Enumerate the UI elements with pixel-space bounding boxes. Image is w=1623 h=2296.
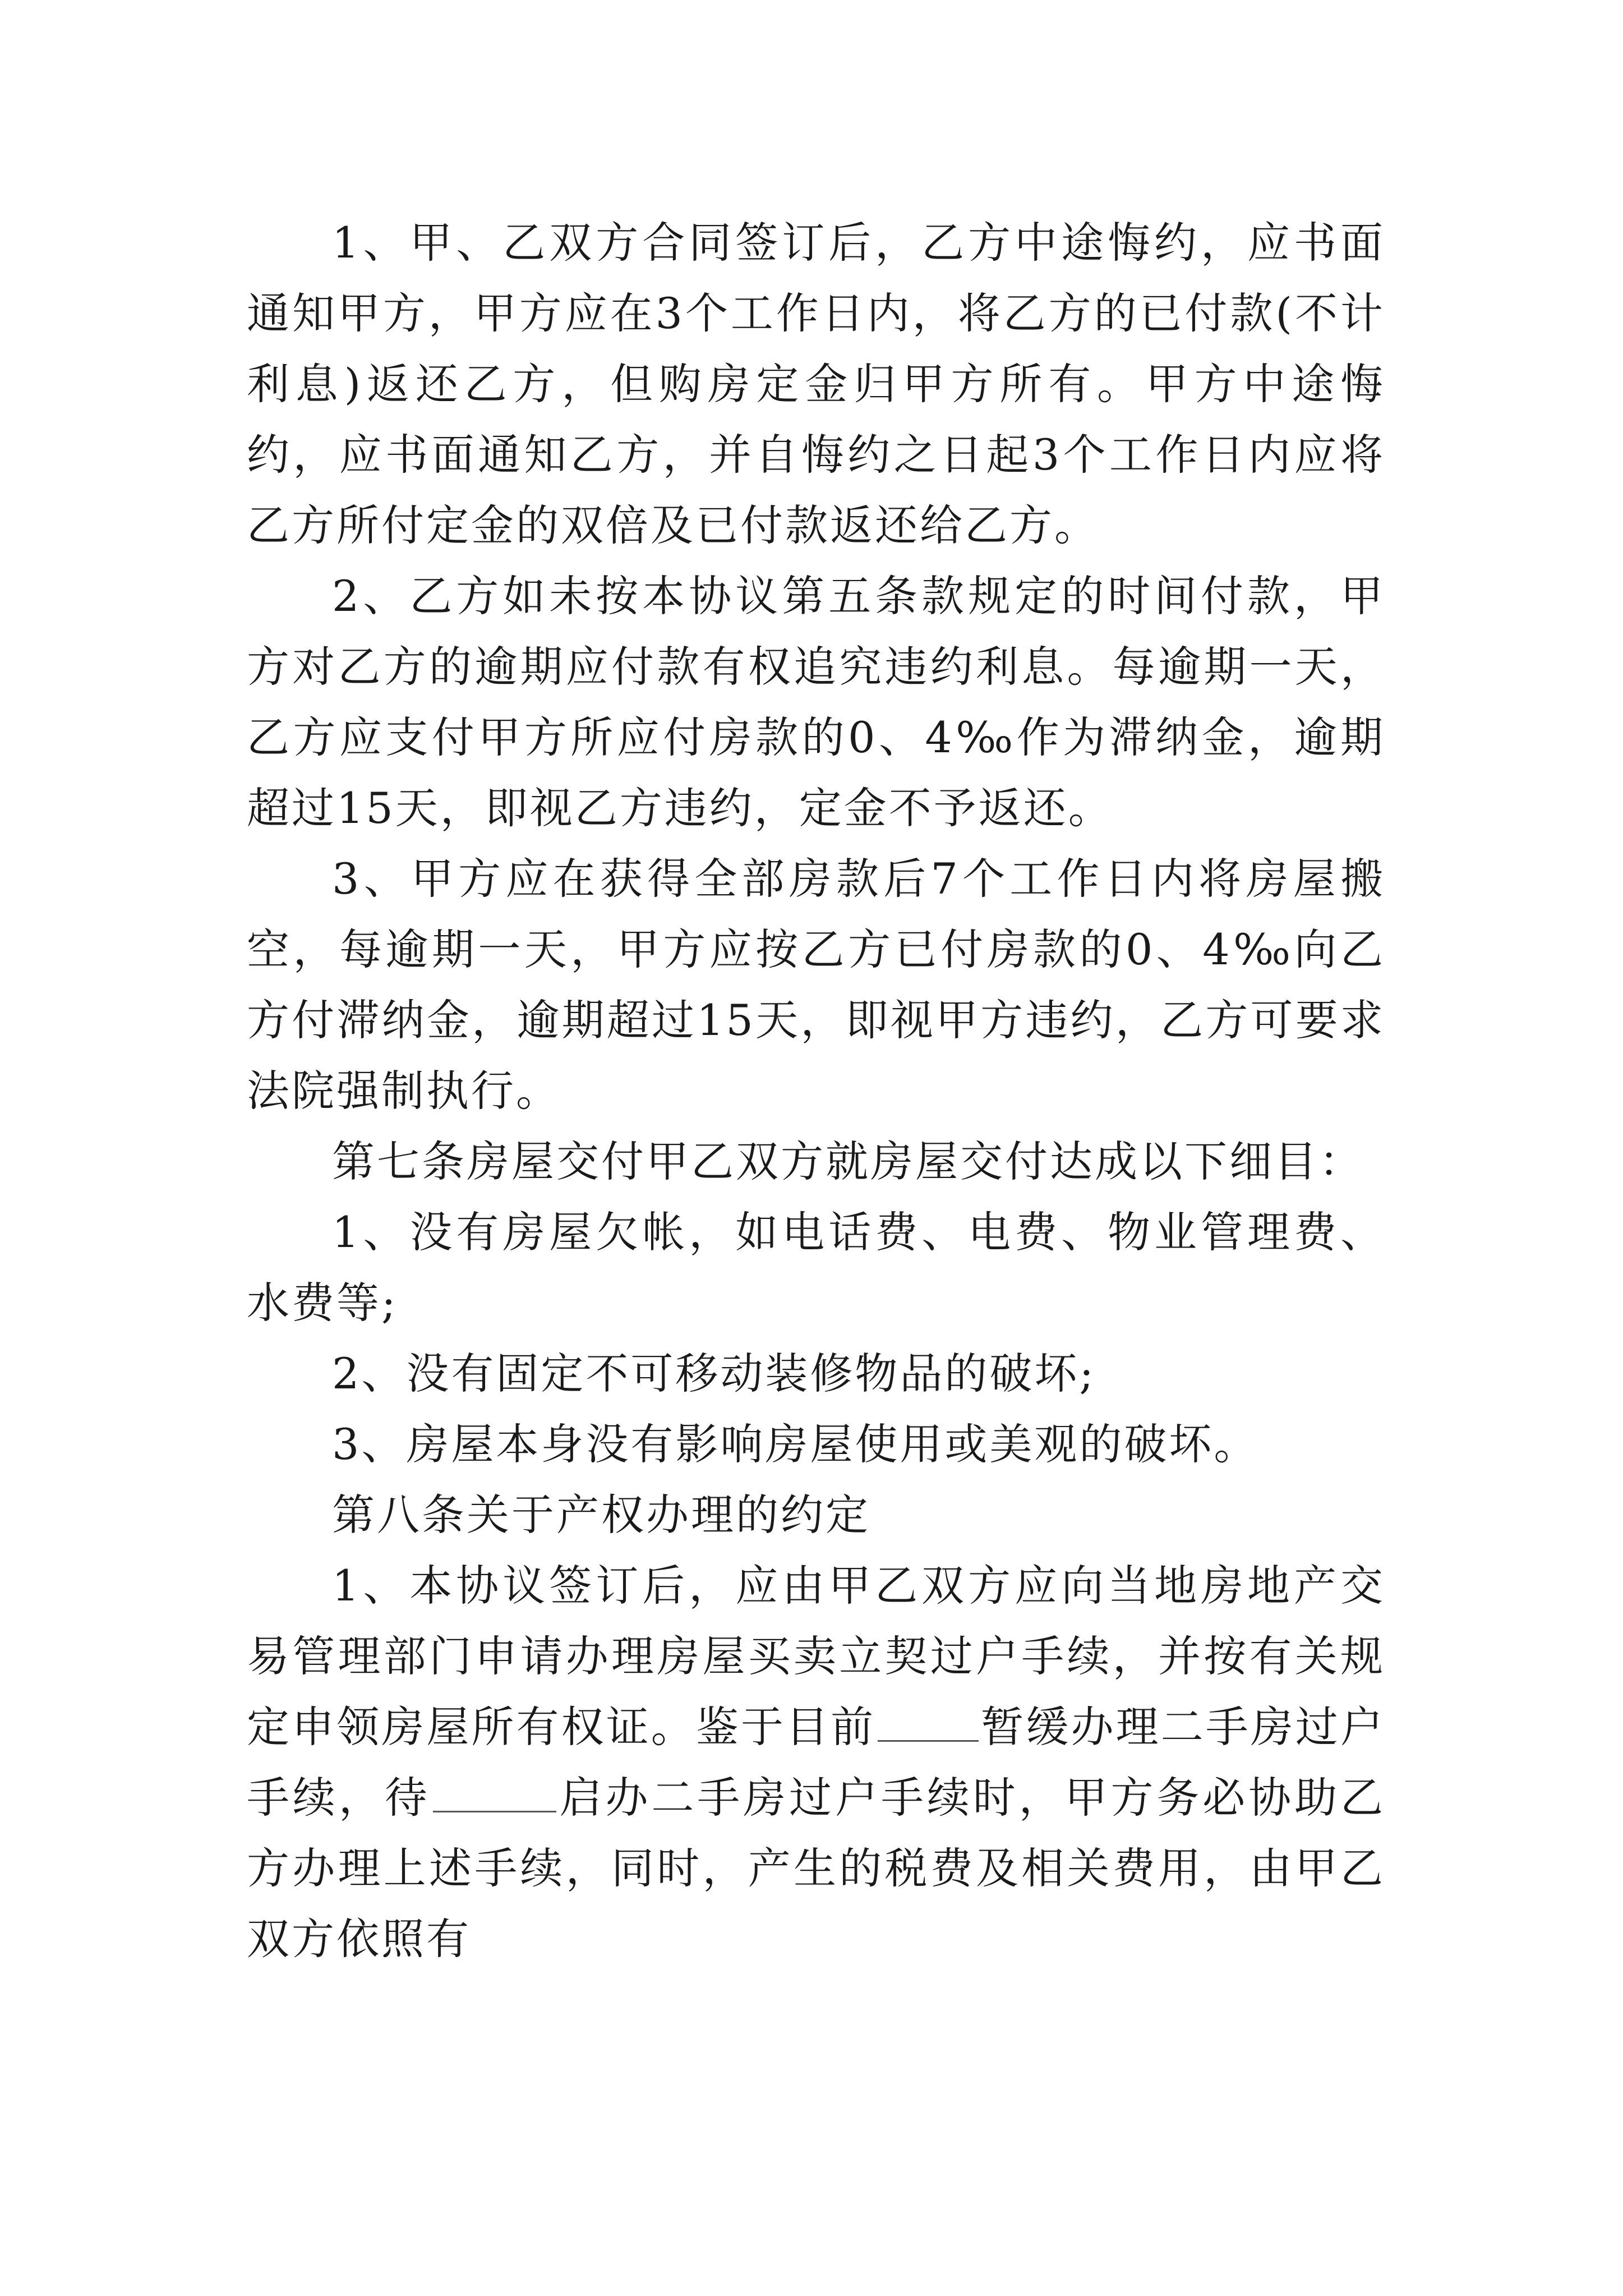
- article-eight-heading: 第八条关于产权办理的约定: [332, 1490, 870, 1540]
- blank-fill-line: [433, 1777, 556, 1812]
- title-transfer-text-part1: 1、本协议签订后，应由甲乙双方应向当地房地产交易管理部门申请办理房屋买卖立契过户手续，并按有关规定申领房屋所有权证。鉴于目前: [247, 1561, 1385, 1752]
- paragraph-no-house-damage: 3、房屋本身没有影响房屋使用或美观的破坏。: [332, 1419, 1259, 1469]
- article-seven-heading: 第七条房屋交付甲乙双方就房屋交付达成以下细目：: [332, 1137, 1364, 1186]
- paragraph-no-fixture-damage: 2、没有固定不可移动装修物品的破坏;: [332, 1349, 1096, 1398]
- blank-fill-line: [878, 1706, 979, 1742]
- paragraph-title-transfer: [247, 1550, 1385, 1975]
- paragraph-breach-rescission: 1、甲、乙双方合同签订后，乙方中途悔约，应书面通知甲方，甲方应在3个工作日内，将乙方的已付款(不计利息)返还乙方，但购房定金归甲方所有。甲方中途悔约，应书面通知乙方，并自悔约之日起3个工作日内应将乙方所付定金的双倍及已付款返还给乙方。: [247, 218, 1385, 550]
- document-body: [247, 208, 1385, 1975]
- paragraph-late-payment: 2、乙方如未按本协议第五条款规定的时间付款，甲方对乙方的逾期应付款有权追究违约利息。每逾期一天，乙方应支付甲方所应付房款的0、4‰作为滞纳金，逾期超过15天，即视乙方违约，定金不予返还。: [247, 571, 1385, 833]
- title-transfer-text-part2: 暂缓办理二手房过户手续，待: [247, 1702, 1386, 1823]
- paragraph-no-arrears: 1、没有房屋欠帐，如电话费、电费、物业管理费、水费等;: [247, 1207, 1385, 1328]
- title-transfer-text-part3: 启办二手房过户手续时，甲方务必协助乙方办理上述手续，同时，产生的税费及相关费用，由甲乙双方依照有: [247, 1773, 1386, 1964]
- paragraph-vacate-house: 3、甲方应在获得全部房款后7个工作日内将房屋搬空，每逾期一天，甲方应按乙方已付房款的0、4‰向乙方付滞纳金，逾期超过15天，即视甲方违约，乙方可要求法院强制执行。: [247, 854, 1385, 1116]
